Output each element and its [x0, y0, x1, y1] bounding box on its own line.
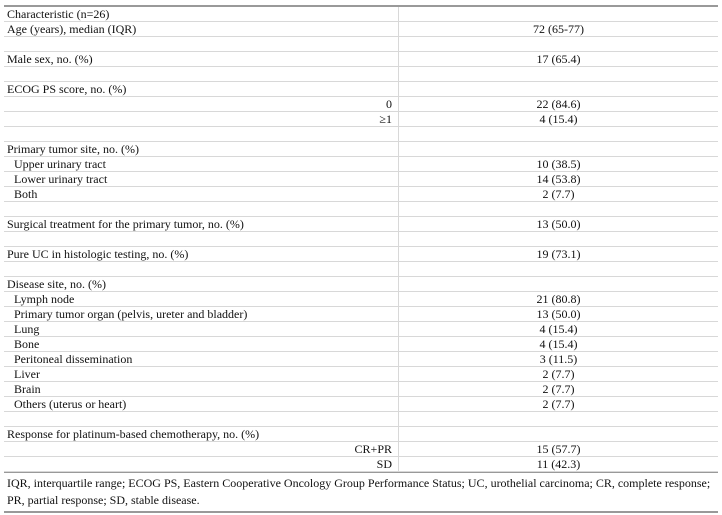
row-value	[399, 82, 719, 97]
table-row	[4, 217, 718, 232]
table-row	[4, 397, 718, 412]
table-row	[4, 262, 718, 277]
row-value: 4 (15.4)	[399, 322, 719, 337]
row-value: 2 (7.7)	[399, 187, 719, 202]
table-row	[4, 442, 718, 457]
row-value: 4 (15.4)	[399, 112, 719, 127]
row-value: 11 (42.3)	[399, 457, 719, 472]
table-row	[4, 127, 718, 142]
row-value: 13 (50.0)	[399, 307, 719, 322]
row-value	[399, 232, 719, 247]
table-row	[4, 37, 718, 52]
row-label: Primary tumor organ (pelvis, ureter and bladder)	[4, 307, 399, 322]
row-label	[4, 67, 399, 82]
row-label: Brain	[4, 382, 399, 397]
table-footnote: IQR, interquartile range; ECOG PS, Eastern Cooperative Oncology Group Performance Status; UC, urothelial carcinoma; CR, complete response; PR, partial response; SD, stable disease.	[4, 472, 718, 513]
table-row	[4, 382, 718, 397]
row-label: Surgical treatment for the primary tumor, no. (%)	[4, 217, 399, 232]
row-label: Disease site, no. (%)	[4, 277, 399, 292]
table-row	[4, 352, 718, 367]
row-label: Peritoneal dissemination	[4, 352, 399, 367]
table-header-row	[4, 7, 718, 22]
table-row	[4, 112, 718, 127]
table-row	[4, 202, 718, 217]
table-row	[4, 322, 718, 337]
row-label: CR+PR	[4, 442, 399, 457]
row-value: 15 (57.7)	[399, 442, 719, 457]
row-label	[4, 262, 399, 277]
row-value: 2 (7.7)	[399, 397, 719, 412]
row-value: 10 (38.5)	[399, 157, 719, 172]
row-value	[399, 277, 719, 292]
row-value: 4 (15.4)	[399, 337, 719, 352]
row-label: Male sex, no. (%)	[4, 52, 399, 67]
table-row	[4, 22, 718, 37]
row-label	[4, 202, 399, 217]
row-label: Others (uterus or heart)	[4, 397, 399, 412]
row-value: 2 (7.7)	[399, 367, 719, 382]
row-value	[399, 262, 719, 277]
row-label: 0	[4, 97, 399, 112]
table-row	[4, 367, 718, 382]
table-row	[4, 67, 718, 82]
table-row	[4, 292, 718, 307]
table-row	[4, 277, 718, 292]
row-value: 17 (65.4)	[399, 52, 719, 67]
table-row	[4, 247, 718, 262]
row-value: 3 (11.5)	[399, 352, 719, 367]
row-value	[399, 127, 719, 142]
row-label	[4, 412, 399, 427]
row-value	[399, 427, 719, 442]
row-value	[399, 412, 719, 427]
row-label: Pure UC in histologic testing, no. (%)	[4, 247, 399, 262]
row-label	[4, 127, 399, 142]
row-value: 22 (84.6)	[399, 97, 719, 112]
row-label	[4, 37, 399, 52]
row-label: Lung	[4, 322, 399, 337]
row-value	[399, 202, 719, 217]
table-row	[4, 187, 718, 202]
table-row	[4, 97, 718, 112]
table-row	[4, 457, 718, 472]
row-label: Bone	[4, 337, 399, 352]
table-row	[4, 157, 718, 172]
table-row	[4, 412, 718, 427]
table-row	[4, 427, 718, 442]
row-value: 21 (80.8)	[399, 292, 719, 307]
row-value: 13 (50.0)	[399, 217, 719, 232]
header-label: Characteristic (n=26)	[4, 7, 399, 22]
row-label: Lymph node	[4, 292, 399, 307]
row-value	[399, 37, 719, 52]
row-label: ≥1	[4, 112, 399, 127]
characteristics-table-container	[4, 5, 718, 513]
row-label: ECOG PS score, no. (%)	[4, 82, 399, 97]
table-row	[4, 52, 718, 67]
table-row	[4, 232, 718, 247]
table-row	[4, 307, 718, 322]
row-value: 14 (53.8)	[399, 172, 719, 187]
row-label: Upper urinary tract	[4, 157, 399, 172]
table-row	[4, 172, 718, 187]
row-label: Lower urinary tract	[4, 172, 399, 187]
table-row	[4, 142, 718, 157]
header-value	[399, 7, 719, 22]
row-label: SD	[4, 457, 399, 472]
row-value	[399, 142, 719, 157]
characteristics-table	[4, 7, 718, 472]
row-label	[4, 232, 399, 247]
row-label: Response for platinum-based chemotherapy, no. (%)	[4, 427, 399, 442]
row-label: Age (years), median (IQR)	[4, 22, 399, 37]
table-row	[4, 337, 718, 352]
row-value: 72 (65-77)	[399, 22, 719, 37]
row-value: 2 (7.7)	[399, 382, 719, 397]
row-label: Liver	[4, 367, 399, 382]
table-row	[4, 82, 718, 97]
row-label: Primary tumor site, no. (%)	[4, 142, 399, 157]
row-value: 19 (73.1)	[399, 247, 719, 262]
row-value	[399, 67, 719, 82]
row-label: Both	[4, 187, 399, 202]
